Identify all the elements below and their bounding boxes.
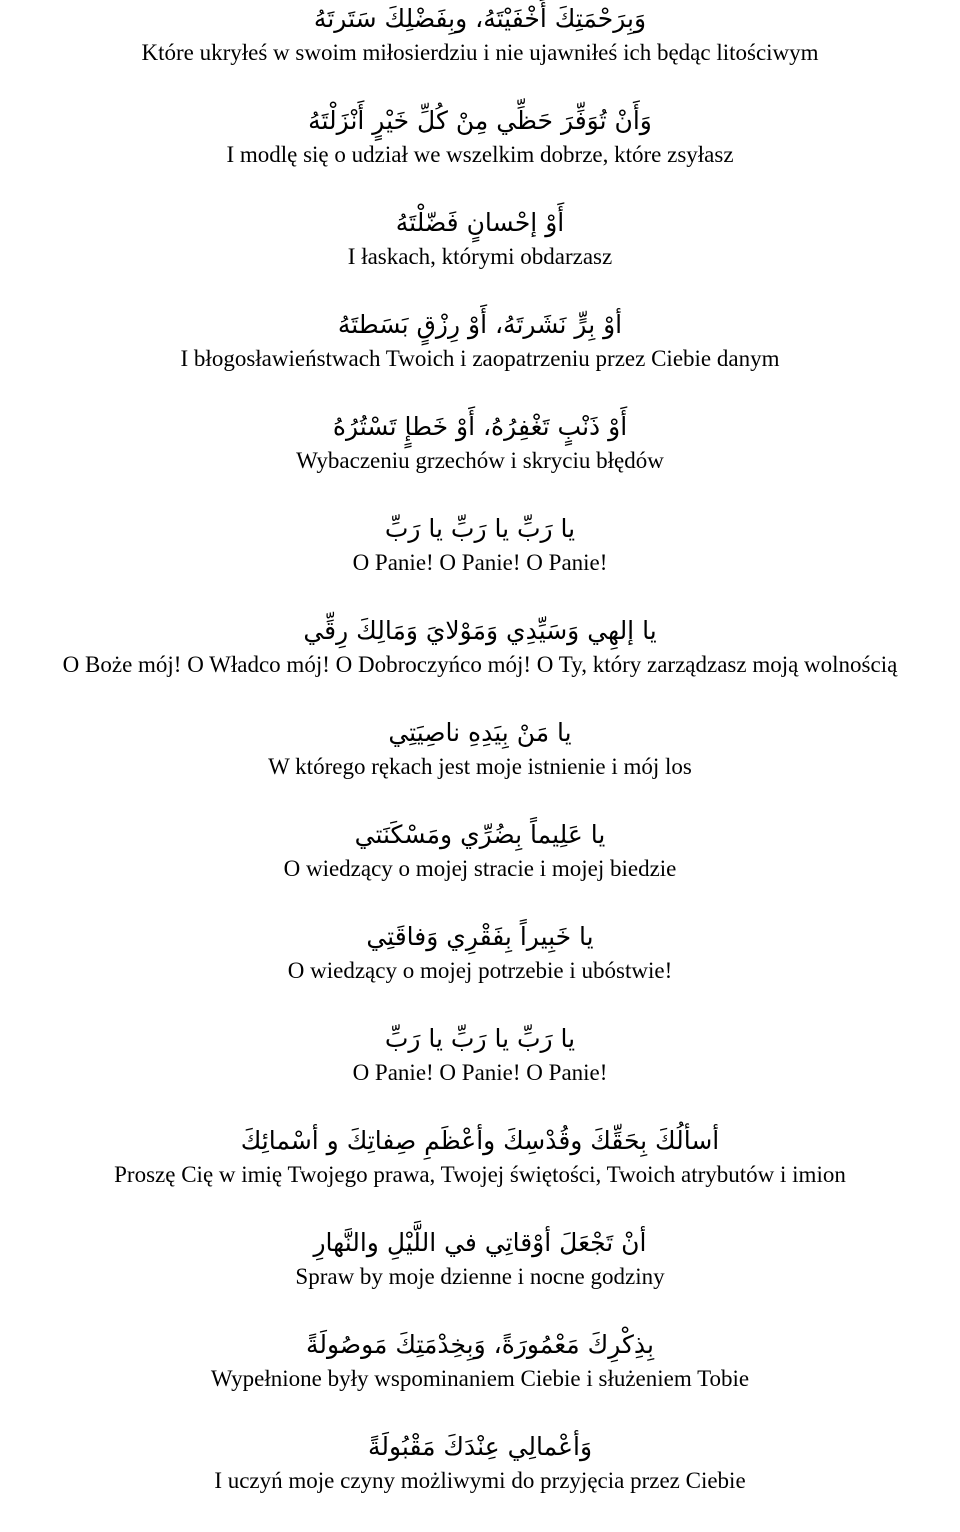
arabic-verse: أنْ تَجْعَلَ أوْقاتِي في اللَّيْلِ والنَّهارِ [313, 1228, 647, 1257]
arabic-verse: يا إلهِي وَسَيِّدِي وَمَوْلايَ وَمَالِكَ رِقِّي [303, 616, 657, 645]
stanza [0, 1430, 960, 1532]
arabic-verse: وَبِرَحْمَتِكَ أَخْفَيْتَهُ، وبِفَضْلِكَ سَتَرتَهُ [313, 4, 647, 33]
polish-translation: O Panie! O Panie! O Panie! [352, 1060, 608, 1085]
arabic-verse: يا خَبِيراً بِفَقْرِي وَفاقَتِي [366, 922, 594, 951]
polish-translation: Które ukryłeś w swoim miłosierdziu i nie ujawniłeś ich będąc litościwym [141, 40, 819, 65]
polish-translation: Spraw by moje dzienne i nocne godziny [295, 1264, 665, 1289]
polish-translation: Proszę Cię w imię Twojego prawa, Twojej świętości, Twoich atrybutów i imion [114, 1162, 846, 1187]
arabic-verse: وَأَنْ تُوَفِّرَ حَظِّي مِنْ كُلِّ خَيْرٍ أَنْزَلْتَهُ [308, 106, 652, 135]
arabic-verse: أسألُكَ بِحَقِّكَ وقُدْسِكَ وأعْظَمِ صِفاتِكَ و أسْمائِكَ [240, 1126, 720, 1155]
stanza [0, 1226, 960, 1328]
arabic-verse: وَأعْمالِي عِنْدَكَ مَقْبُولَةً [367, 1432, 593, 1461]
stanza [0, 308, 960, 410]
polish-translation: Wypełnione były wspominaniem Ciebie i służeniem Tobie [210, 1366, 750, 1391]
stanza [0, 512, 960, 614]
polish-translation: Wybaczeniu grzechów i skryciu błędów [296, 448, 664, 473]
arabic-verse: يا مَنْ بِيَدِهِ ناصِيَتِي [388, 718, 572, 747]
stanza [0, 1328, 960, 1430]
polish-translation: O Boże mój! O Władco mój! O Dobroczyńco mój! O Ty, który zarządzasz moją wolnością [62, 652, 898, 677]
stanza [0, 1124, 960, 1226]
arabic-verse: يا رَبِّ يا رَبِّ يا رَبِّ [384, 1024, 576, 1053]
stanza [0, 1022, 960, 1124]
polish-translation: O wiedzący o mojej potrzebie i ubóstwie! [287, 958, 673, 983]
polish-translation: O wiedzący o mojej stracie i mojej biedzie [283, 856, 677, 881]
arabic-verse: أَوْ ذَنْبٍ تَغْفِرُهُ، أَوْ خَطإٍ تَسْتُرُهُ [332, 412, 628, 441]
polish-translation: I uczyń moje czyny możliwymi do przyjęcia przez Ciebie [214, 1468, 746, 1493]
polish-translation: O Panie! O Panie! O Panie! [352, 550, 608, 575]
arabic-verse: أَوْ إحْسانٍ فَضّلْتَهُ [395, 208, 565, 237]
stanza [0, 2, 960, 104]
polish-translation: I modlę się o udział we wszelkim dobrze, które zsyłasz [226, 142, 734, 167]
arabic-verse: أوْ بِرٍّ نَشَرتَهُ، أَوْ رِزْقٍ بَسَطتَهُ [337, 310, 623, 339]
arabic-verse: يا رَبِّ يا رَبِّ يا رَبِّ [384, 514, 576, 543]
arabic-verse: يا عَلِيماً بِضُرِّي ومَسْكَنَتي [354, 820, 606, 849]
arabic-verse: بِذِكْرِكَ مَعْمُورَةً، وَبِخِدْمَتِكَ مَوصُولَةً [305, 1330, 655, 1359]
stanza [0, 410, 960, 512]
polish-translation: W którego rękach jest moje istnienie i mój los [268, 754, 692, 779]
stanza [0, 614, 960, 716]
stanza [0, 104, 960, 206]
stanza [0, 206, 960, 308]
polish-translation: I błogosławieństwach Twoich i zaopatrzeniu przez Ciebie danym [180, 346, 780, 371]
polish-translation: I łaskach, którymi obdarzasz [347, 244, 613, 269]
stanza [0, 920, 960, 1022]
stanza [0, 716, 960, 818]
stanza [0, 818, 960, 920]
